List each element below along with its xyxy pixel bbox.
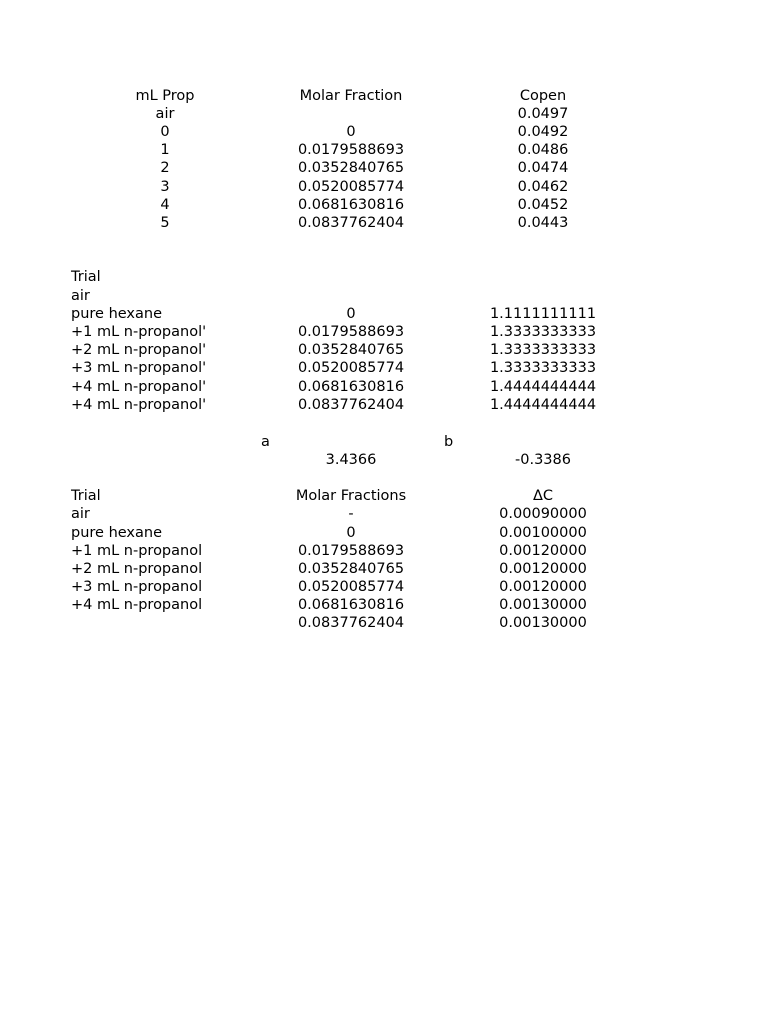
table1-header-molar-fraction: Molar Fraction <box>299 88 403 104</box>
table-row <box>0 323 768 341</box>
table3-header-trial: Trial <box>71 488 101 504</box>
table1-header-ml-prop: mL Prop <box>135 88 195 104</box>
table-cell: +1 mL n-propanol <box>71 543 203 559</box>
table-row <box>0 524 768 542</box>
table-cell: 0.00100000 <box>499 525 587 541</box>
table3-header-row <box>0 487 768 505</box>
table-row <box>0 105 768 123</box>
table3-header-delta-c: ΔC <box>532 488 554 504</box>
table-row <box>0 123 768 141</box>
coefficient-a-value: 3.4366 <box>325 452 377 468</box>
table-cell: 0.00120000 <box>499 561 587 577</box>
table-cell: 0.0474 <box>517 160 569 176</box>
table-cell: 0.0352840765 <box>297 561 405 577</box>
table-cell: 1.3333333333 <box>489 342 597 358</box>
table-cell: +3 mL n-propanol' <box>71 360 207 376</box>
table-row <box>0 196 768 214</box>
table-row <box>0 159 768 177</box>
table-cell: 1.4444444444 <box>489 379 597 395</box>
table-cell: 1.1111111111 <box>489 306 597 322</box>
coefficient-b-label: b <box>444 434 454 450</box>
table-cell: air <box>71 506 90 522</box>
coefficient-values-row <box>0 451 768 469</box>
table-row <box>0 178 768 196</box>
table-cell: pure hexane <box>71 525 163 541</box>
table-cell: 0.0486 <box>517 142 569 158</box>
table-row <box>0 305 768 323</box>
table-cell: 0.00120000 <box>499 543 587 559</box>
table-cell: 0.0352840765 <box>297 160 405 176</box>
table-cell: 0.00090000 <box>499 506 587 522</box>
coefficient-b-value: -0.3386 <box>515 452 571 468</box>
table-row <box>0 505 768 523</box>
table2-header-row <box>0 268 768 286</box>
table-cell: 0.0837762404 <box>297 215 405 231</box>
table-cell: - <box>348 506 354 522</box>
table-cell: 0.0520085774 <box>297 579 405 595</box>
table-cell: +2 mL n-propanol <box>71 561 203 577</box>
table-cell: 0.0452 <box>517 197 569 213</box>
table-cell: 0.00130000 <box>499 615 587 631</box>
table2-header-trial: Trial <box>71 269 101 285</box>
table-cell: pure hexane <box>71 306 163 322</box>
table-row <box>0 578 768 596</box>
table-cell: 1 <box>160 142 170 158</box>
table-cell: 0.0520085774 <box>297 360 405 376</box>
table-cell: +1 mL n-propanol' <box>71 324 207 340</box>
table-cell: 0.00130000 <box>499 597 587 613</box>
table-cell: 0 <box>346 124 356 140</box>
table-cell: 0.0179588693 <box>297 543 405 559</box>
table-cell: +4 mL n-propanol <box>71 597 203 613</box>
table-cell: +3 mL n-propanol <box>71 579 203 595</box>
table-row <box>0 396 768 414</box>
table-cell: 2 <box>160 160 170 176</box>
table-row <box>0 378 768 396</box>
table3-header-molar-fractions: Molar Fractions <box>295 488 407 504</box>
table-cell: 0 <box>346 306 356 322</box>
table-row <box>0 214 768 232</box>
table-row <box>0 141 768 159</box>
table-cell: 1.4444444444 <box>489 397 597 413</box>
table-cell: air <box>155 106 175 122</box>
table-cell: 0.0681630816 <box>297 379 405 395</box>
table-cell: 3 <box>160 179 170 195</box>
table-cell: 0.0352840765 <box>297 342 405 358</box>
table-row <box>0 287 768 305</box>
coefficient-labels-row <box>0 433 768 451</box>
table-cell: 0.0443 <box>517 215 569 231</box>
table-cell: +2 mL n-propanol' <box>71 342 207 358</box>
table-cell: air <box>71 288 90 304</box>
table-cell: 0.0179588693 <box>297 142 405 158</box>
table-cell: 0.0462 <box>517 179 569 195</box>
table-cell: 0.0837762404 <box>297 615 405 631</box>
table-cell: 0.0492 <box>517 124 569 140</box>
table1-header-row <box>0 87 768 105</box>
table-cell: 1.3333333333 <box>489 360 597 376</box>
table-cell: 4 <box>160 197 170 213</box>
table-cell: +4 mL n-propanol' <box>71 379 207 395</box>
table-row <box>0 596 768 614</box>
table-cell: 0.0179588693 <box>297 324 405 340</box>
table1-header-copen: Copen <box>519 88 567 104</box>
table-row <box>0 542 768 560</box>
table-cell: 0.00120000 <box>499 579 587 595</box>
table-cell: 0.0681630816 <box>297 597 405 613</box>
table-cell: 0 <box>346 525 356 541</box>
table-row <box>0 359 768 377</box>
table-row <box>0 614 768 632</box>
table-cell: +4 mL n-propanol' <box>71 397 207 413</box>
table-cell: 0.0497 <box>517 106 569 122</box>
table-cell: 0.0837762404 <box>297 397 405 413</box>
table-cell: 0 <box>160 124 170 140</box>
table-cell: 1.3333333333 <box>489 324 597 340</box>
table-cell: 0.0681630816 <box>297 197 405 213</box>
table-cell: 0.0520085774 <box>297 179 405 195</box>
coefficient-a-label: a <box>261 434 270 450</box>
table-row <box>0 560 768 578</box>
table-row <box>0 341 768 359</box>
table-cell: 5 <box>160 215 170 231</box>
